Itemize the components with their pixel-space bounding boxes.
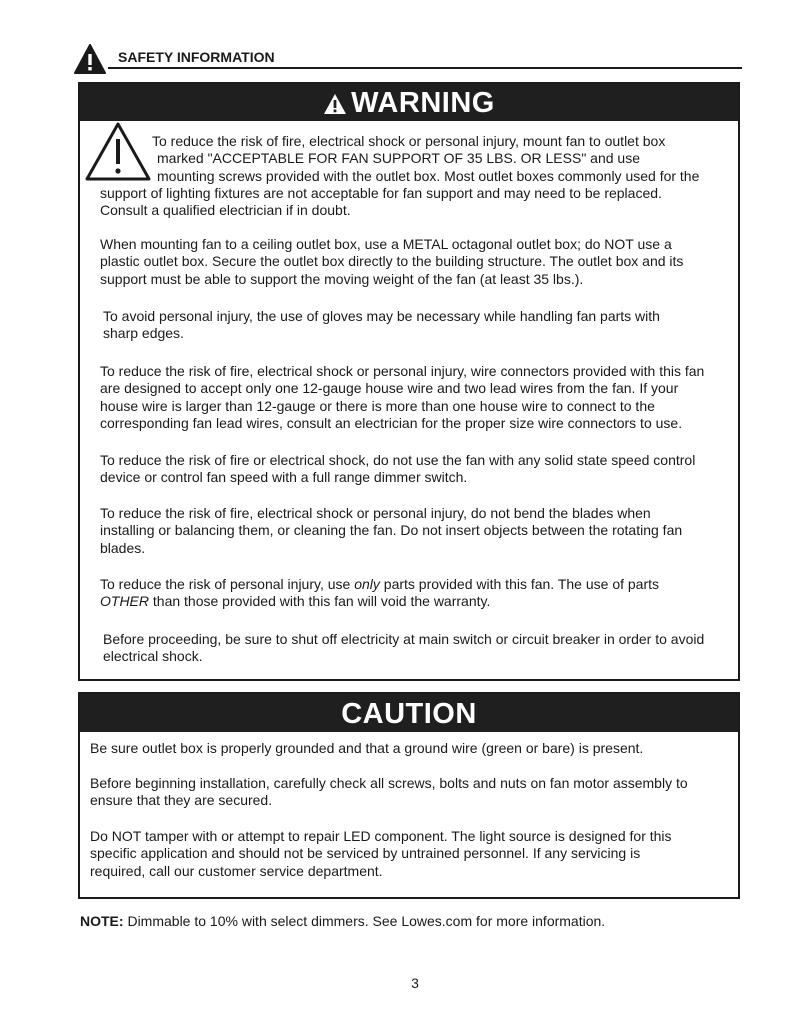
warning-paragraph [100, 505, 682, 557]
text-segment: specific application and should not be serviced by untrained personnel. If any servicing is [90, 845, 641, 862]
text-line [100, 150, 699, 167]
text-segment: parts provided with this fan. The use of parts [379, 576, 660, 592]
caution-paragraph [90, 775, 688, 810]
text-line [100, 253, 683, 270]
text-segment: support must be able to support the moving weight of the fan (at least 35 lbs.). [100, 270, 584, 287]
text-segment: house wire is larger than 12-gauge or there is more than one house wire to connect to the [100, 397, 655, 414]
text-segment: ensure that they are secured. [90, 792, 273, 809]
warning-paragraph [100, 452, 695, 487]
text-segment: To reduce the risk of fire, electrical shock or personal injury, do not bend the blades when [100, 505, 651, 521]
text-line [100, 576, 659, 593]
text-line [100, 168, 699, 185]
text-line [90, 828, 672, 845]
warning-paragraph [100, 133, 699, 219]
text-line [103, 325, 660, 342]
text-line [103, 308, 660, 325]
text-line [100, 185, 699, 202]
text-segment: Do NOT tamper with or attempt to repair LED component. The light source is designed for this [90, 828, 672, 844]
text-segment: are designed to accept only one 12-gauge house wire and two lead wires from the fan. If your [100, 380, 679, 397]
text-segment: electrical shock. [103, 648, 203, 665]
caution-paragraph [90, 740, 643, 757]
text-segment: Consult a qualified electrician if in doubt. [100, 202, 351, 219]
text-segment: required, call our customer service department. [90, 862, 383, 879]
text-line [100, 593, 659, 610]
text-line [100, 202, 699, 219]
emphasis-text: only [354, 576, 380, 592]
emphasis-text: OTHER [100, 593, 149, 610]
text-segment: installing or balancing them, or cleaning the fan. Do not insert objects between the rotating fan [100, 522, 683, 539]
text-segment: marked "ACCEPTABLE FOR FAN SUPPORT OF 35 LBS. OR LESS" and use [157, 150, 640, 167]
warning-paragraph [103, 631, 704, 666]
text-line [90, 792, 688, 809]
text-segment: than those provided with this fan will void the warranty. [149, 593, 491, 610]
text-segment: support of lighting fixtures are not acceptable for fan support and may need to be replaced. [100, 184, 662, 201]
text-line [100, 133, 699, 150]
text-line [90, 863, 672, 880]
text-segment: sharp edges. [103, 325, 184, 342]
header-divider [108, 67, 742, 69]
page-number: 3 [411, 975, 419, 991]
text-segment: device or control fan speed with a full range dimmer switch. [100, 469, 468, 486]
text-line [100, 505, 682, 522]
text-segment: Before beginning installation, carefully check all screws, bolts and nuts on fan motor assembly to [90, 775, 688, 791]
warning-header [80, 84, 738, 121]
text-segment: blades. [100, 539, 146, 556]
text-segment: corresponding fan lead wires, consult an electrician for the proper size wire connectors to use. [100, 414, 683, 431]
text-segment: To avoid personal injury, the use of gloves may be necessary while handling fan parts with [103, 308, 660, 324]
text-line [103, 631, 704, 648]
warning-title: WARNING [351, 87, 495, 119]
text-line [100, 398, 704, 415]
text-segment: To reduce the risk of fire, electrical shock or personal injury, mount fan to outlet box [152, 133, 666, 149]
warning-paragraph [100, 576, 659, 611]
text-line [100, 522, 682, 539]
text-segment: When mounting fan to a ceiling outlet box, use a METAL octagonal outlet box; do NOT use a [100, 236, 672, 252]
warning-paragraph [103, 308, 660, 343]
note-label: NOTE: [80, 913, 124, 929]
text-line [100, 380, 704, 397]
warning-paragraph [100, 363, 704, 432]
caution-title: CAUTION [341, 698, 477, 730]
text-line [103, 648, 704, 665]
text-line [100, 469, 695, 486]
text-segment: mounting screws provided with the outlet box. Most outlet boxes commonly used for the [157, 167, 700, 184]
note-text: Dimmable to 10% with select dimmers. See Lowes.com for more information. [123, 913, 606, 929]
text-segment: To reduce the risk of fire or electrical shock, do not use the fan with any solid state speed control [100, 452, 696, 468]
text-line [90, 740, 643, 757]
text-line [90, 775, 688, 792]
text-line [100, 540, 682, 557]
warning-triangle-icon [74, 44, 106, 79]
text-line [90, 845, 672, 862]
text-line [100, 415, 704, 432]
section-title: SAFETY INFORMATION [118, 49, 275, 65]
text-line [100, 236, 683, 253]
text-line [100, 363, 704, 380]
text-line [100, 452, 695, 469]
text-segment: Before proceeding, be sure to shut off electricity at main switch or circuit breaker in order to avoid [103, 631, 705, 647]
text-line [100, 271, 683, 288]
text-segment: To reduce the risk of fire, electrical shock or personal injury, wire connectors provided with this fan [100, 363, 705, 379]
warning-paragraph [100, 236, 683, 288]
text-segment: plastic outlet box. Secure the outlet box directly to the building structure. The outlet box and its [100, 253, 684, 270]
text-segment: Be sure outlet box is properly grounded and that a ground wire (green or bare) is present. [90, 740, 644, 756]
warning-icon [323, 93, 347, 115]
text-segment: To reduce the risk of personal injury, use [100, 576, 355, 592]
caution-paragraph [90, 828, 672, 880]
note [80, 913, 605, 929]
caution-header [80, 694, 738, 732]
